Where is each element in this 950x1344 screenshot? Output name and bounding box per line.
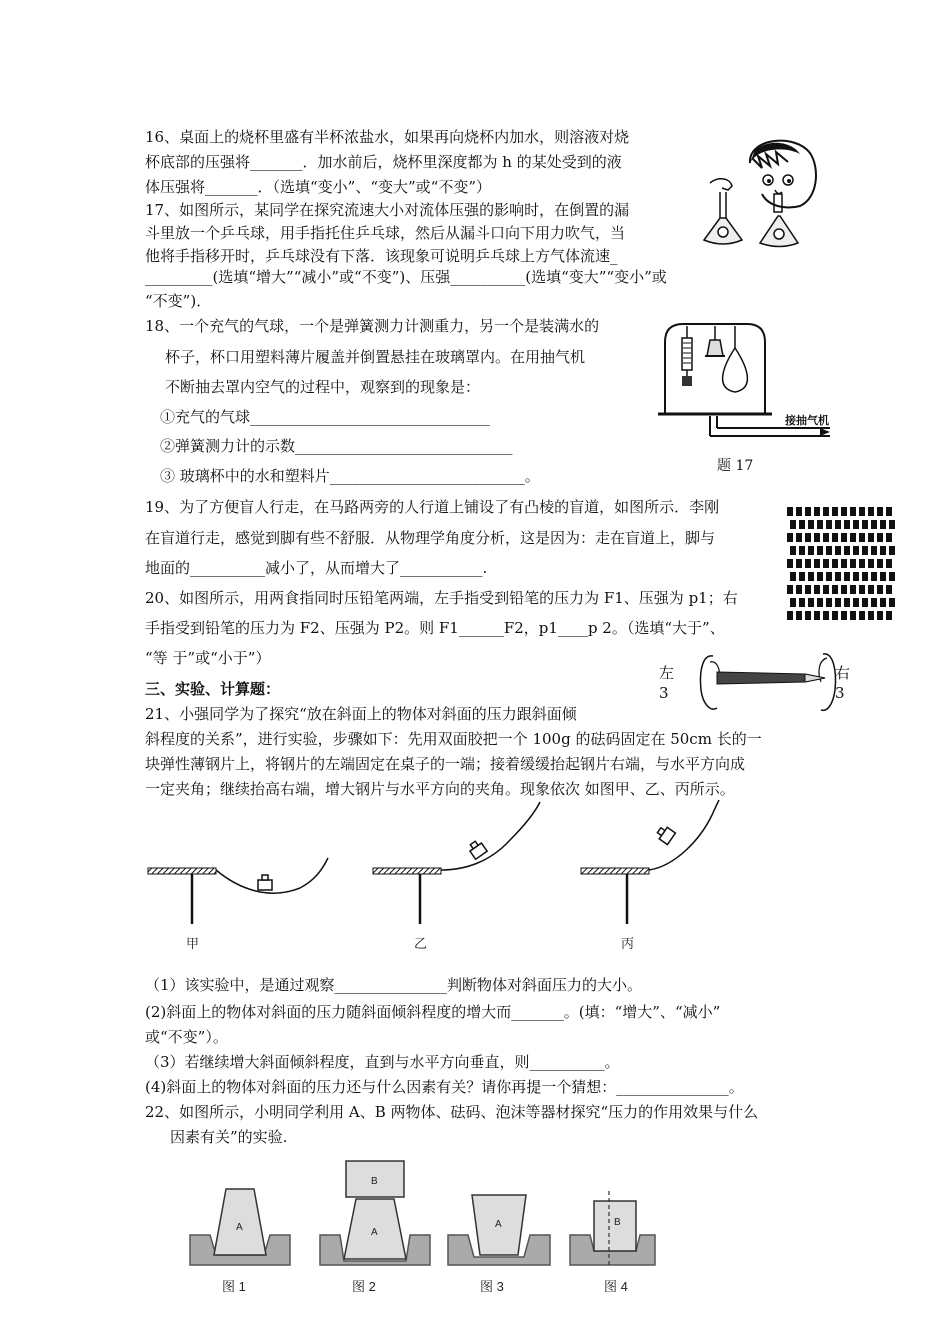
paving-stud — [832, 585, 838, 594]
paving-stud — [796, 611, 802, 620]
paving-stud — [787, 559, 793, 568]
fig-4-label: 图 4 — [604, 1279, 628, 1294]
q21-line-3: 块弹性薄钢片上，将钢片的左端固定在桌子的一端；接着缓缓抬起钢片右端，与水平方向成 — [145, 755, 746, 773]
paving-stud — [799, 572, 805, 581]
paving-stud — [868, 611, 874, 620]
paving-stud — [850, 559, 856, 568]
paving-stud — [805, 611, 811, 620]
q21-sub-1: （1）该实验中，是通过观察_______________判断物体对斜面压力的大小。 — [145, 976, 643, 994]
paving-stud — [817, 546, 823, 555]
paving-stud — [787, 533, 793, 542]
q18-line-2: 杯子，杯口用塑料薄片履盖并倒置悬挂在玻璃罩内。在用抽气机 — [165, 348, 586, 366]
paving-stud — [862, 572, 868, 581]
paving-stud — [877, 611, 883, 620]
paving-stud — [835, 572, 841, 581]
paving-stud — [823, 585, 829, 594]
paving-stud — [868, 559, 874, 568]
paving-stud — [823, 559, 829, 568]
paving-stud — [877, 559, 883, 568]
paving-stud — [826, 520, 832, 529]
paving-stud — [877, 533, 883, 542]
fig-1-label: 图 1 — [222, 1279, 246, 1294]
tactile-paving-figure — [785, 503, 895, 633]
bell-jar-figure — [655, 318, 840, 478]
paving-stud — [886, 611, 892, 620]
paving-stud — [805, 507, 811, 516]
pencil-figure — [655, 650, 855, 720]
paving-stud — [853, 520, 859, 529]
paving-stud — [823, 507, 829, 516]
paving-stud — [850, 611, 856, 620]
paving-stud — [790, 520, 796, 529]
q18-line-3: 不断抽去罩内空气的过程中，观察到的现象是： — [165, 378, 481, 396]
paving-stud — [844, 598, 850, 607]
foam-experiment-figure — [180, 1155, 660, 1305]
paving-stud — [889, 572, 895, 581]
paving-stud — [841, 533, 847, 542]
paving-stud — [805, 585, 811, 594]
paving-stud — [796, 585, 802, 594]
paving-stud — [868, 507, 874, 516]
paving-stud — [871, 520, 877, 529]
q22-line-2: 因素有关”的实验. — [170, 1128, 288, 1146]
paving-stud — [877, 507, 883, 516]
paving-stud — [799, 520, 805, 529]
paving-stud — [880, 598, 886, 607]
paving-stud — [841, 507, 847, 516]
paving-stud — [808, 572, 814, 581]
fig-label-bing: 丙 — [621, 936, 635, 951]
paving-stud — [823, 611, 829, 620]
paving-stud — [862, 598, 868, 607]
fig-3-label: 图 3 — [480, 1279, 504, 1294]
paving-stud — [859, 559, 865, 568]
paving-stud — [790, 546, 796, 555]
fig2-block-a: A — [371, 1227, 378, 1238]
paving-stud — [889, 598, 895, 607]
paving-stud — [868, 533, 874, 542]
fig1-block-a: A — [236, 1222, 243, 1233]
paving-stud — [787, 507, 793, 516]
paving-stud — [814, 585, 820, 594]
fig-label-yi: 乙 — [414, 936, 428, 951]
paving-stud — [796, 507, 802, 516]
q17-line-5: “不变”)． — [145, 292, 212, 310]
q18-item-3: ③ 玻璃杯中的水和塑料片__________________________。 — [160, 467, 540, 485]
paving-stud — [814, 507, 820, 516]
paving-stud — [808, 520, 814, 529]
paving-stud — [853, 546, 859, 555]
q21-sub-3: （3）若继续增大斜面倾斜程度，直到与水平方向垂直，则__________。 — [145, 1053, 620, 1071]
q21-sub-2a: (2)斜面上的物体对斜面的压力随斜面倾斜程度的增大而_______。(填：“增大”、“减小” — [145, 1003, 721, 1021]
q16-line-3: 体压强将_______．（选填“变小”、“变大”或“不变”） — [145, 178, 492, 196]
paving-stud — [805, 533, 811, 542]
q18-item-2: ②弹簧测力计的示数_____________________________ — [160, 437, 513, 455]
paving-stud — [859, 507, 865, 516]
fig4-block-b: B — [614, 1217, 621, 1228]
q17-line-3: 他将手指移开时，乒乓球没有下落．该现象可说明乒乓球上方气体流速_ — [145, 247, 618, 265]
paving-stud — [886, 559, 892, 568]
paving-stud — [886, 585, 892, 594]
fig2-block-b: B — [371, 1176, 378, 1187]
fig-2-label: 图 2 — [352, 1279, 376, 1294]
paving-stud — [826, 546, 832, 555]
paving-stud — [817, 598, 823, 607]
paving-stud — [790, 572, 796, 581]
q19-line-3: 地面的__________减小了，从而增大了___________. — [145, 559, 488, 577]
paving-stud — [814, 611, 820, 620]
paving-stud — [871, 598, 877, 607]
q21-sub-4: (4)斜面上的物体对斜面的压力还与什么因素有关？请你再提一个猜想：_______________。 — [145, 1078, 744, 1096]
paving-stud — [859, 585, 865, 594]
paving-stud — [880, 520, 886, 529]
paving-stud — [877, 585, 883, 594]
paving-stud — [796, 533, 802, 542]
q20-line-1: 20、如图所示，用两食指同时压铅笔两端，左手指受到铅笔的压力为 F1、压强为 p1；右 — [145, 589, 738, 607]
paving-stud — [835, 546, 841, 555]
paving-stud — [799, 598, 805, 607]
q19-line-1: 19、为了方便盲人行走，在马路两旁的人行道上铺设了有凸棱的盲道，如图所示．李刚 — [145, 498, 720, 516]
fig-label-jia: 甲 — [186, 936, 200, 951]
paving-stud — [850, 507, 856, 516]
paving-stud — [826, 598, 832, 607]
paving-stud — [844, 520, 850, 529]
paving-stud — [841, 611, 847, 620]
paving-stud — [814, 559, 820, 568]
paving-stud — [796, 559, 802, 568]
paving-stud — [862, 520, 868, 529]
paving-stud — [817, 520, 823, 529]
paving-stud — [832, 533, 838, 542]
paving-stud — [823, 533, 829, 542]
paving-stud — [817, 572, 823, 581]
figure-caption-17: 题 17 — [717, 458, 754, 474]
q16-line-2: 杯底部的压强将_______．加水前后，烧杯里深度都为 h 的某处受到的液 — [145, 153, 622, 171]
q21-line-1: 21、小强同学为了探究“放在斜面上的物体对斜面的压力跟斜面倾 — [145, 705, 577, 723]
q18-line-1: 18、一个充气的气球，一个是弹簧测力计测重力，另一个是装满水的 — [145, 317, 600, 335]
q20-line-3: “等 于”或“小于”） — [145, 649, 271, 667]
paving-stud — [880, 546, 886, 555]
paving-stud — [886, 507, 892, 516]
paving-stud — [790, 598, 796, 607]
paving-stud — [889, 520, 895, 529]
paving-stud — [850, 585, 856, 594]
paving-stud — [841, 559, 847, 568]
paving-stud — [799, 546, 805, 555]
q17-line-4: _________(选填“增大”“减小”或“不变”)、压强__________(选填“变大”“变小”或 — [145, 268, 667, 286]
paving-stud — [880, 572, 886, 581]
paving-stud — [832, 507, 838, 516]
paving-stud — [787, 611, 793, 620]
paving-stud — [886, 533, 892, 542]
paving-stud — [826, 572, 832, 581]
paving-stud — [835, 520, 841, 529]
right-finger-label: 右 — [835, 664, 851, 682]
left-finger-number: 3 — [659, 684, 669, 702]
paving-stud — [859, 611, 865, 620]
paving-stud — [787, 585, 793, 594]
paving-stud — [868, 585, 874, 594]
paving-stud — [871, 546, 877, 555]
funnel-blow-figure — [700, 128, 825, 253]
q17-line-2: 斗里放一个乒乓球，用手指托住乒乓球，然后从漏斗口向下用力吹气，当 — [145, 224, 626, 242]
q21-line-2: 斜程度的关系”，进行实验，步骤如下：先用双面胶把一个 100g 的砝码固定在 50cm 长的一 — [145, 730, 762, 748]
q21-line-4: 一定夹角；继续抬高右端，增大钢片与水平方向的夹角。现象依次 如图甲、乙、丙所示。 — [145, 780, 735, 798]
right-finger-number: 3 — [835, 684, 845, 702]
left-finger-label: 左 — [659, 664, 675, 682]
paving-stud — [841, 585, 847, 594]
paving-stud — [889, 546, 895, 555]
q20-line-2: 手指受到铅笔的压力为 F2、压强为 P2。则 F1______F2，p1____p 2。（选填“大于”、 — [145, 619, 725, 637]
paving-stud — [835, 598, 841, 607]
q18-item-1: ①充气的气球________________________________ — [160, 408, 491, 426]
paving-stud — [850, 533, 856, 542]
q19-line-2: 在盲道行走，感觉到脚有些不舒服．从物理学角度分析，这是因为：走在盲道上，脚与 — [145, 529, 716, 547]
q17-line-1: 17、如图所示，某同学在探究流速大小对流体压强的影响时，在倒置的漏 — [145, 201, 630, 219]
pump-label: 接抽气机 — [785, 415, 829, 427]
paving-stud — [862, 546, 868, 555]
paving-stud — [871, 572, 877, 581]
fig3-block-a: A — [495, 1219, 502, 1230]
q21-sub-2b: 或“不变”）。 — [145, 1028, 228, 1046]
paving-stud — [853, 572, 859, 581]
section-3-heading: 三、实验、计算题： — [145, 680, 281, 698]
paving-stud — [859, 533, 865, 542]
paving-stud — [844, 572, 850, 581]
paving-stud — [808, 598, 814, 607]
paving-stud — [808, 546, 814, 555]
paving-stud — [832, 559, 838, 568]
paving-stud — [853, 598, 859, 607]
q16-line-1: 16、桌面上的烧杯里盛有半杯浓盐水，如果再向烧杯内加水，则溶液对烧 — [145, 128, 630, 146]
paving-stud — [805, 559, 811, 568]
paving-stud — [814, 533, 820, 542]
paving-stud — [832, 611, 838, 620]
paving-stud — [844, 546, 850, 555]
q22-line-1: 22、如图所示，小明同学利用 A、B 两物体、砝码、泡沫等器材探究“压力的作用效果与什么 — [145, 1103, 759, 1121]
incline-experiment-figure — [140, 800, 740, 960]
